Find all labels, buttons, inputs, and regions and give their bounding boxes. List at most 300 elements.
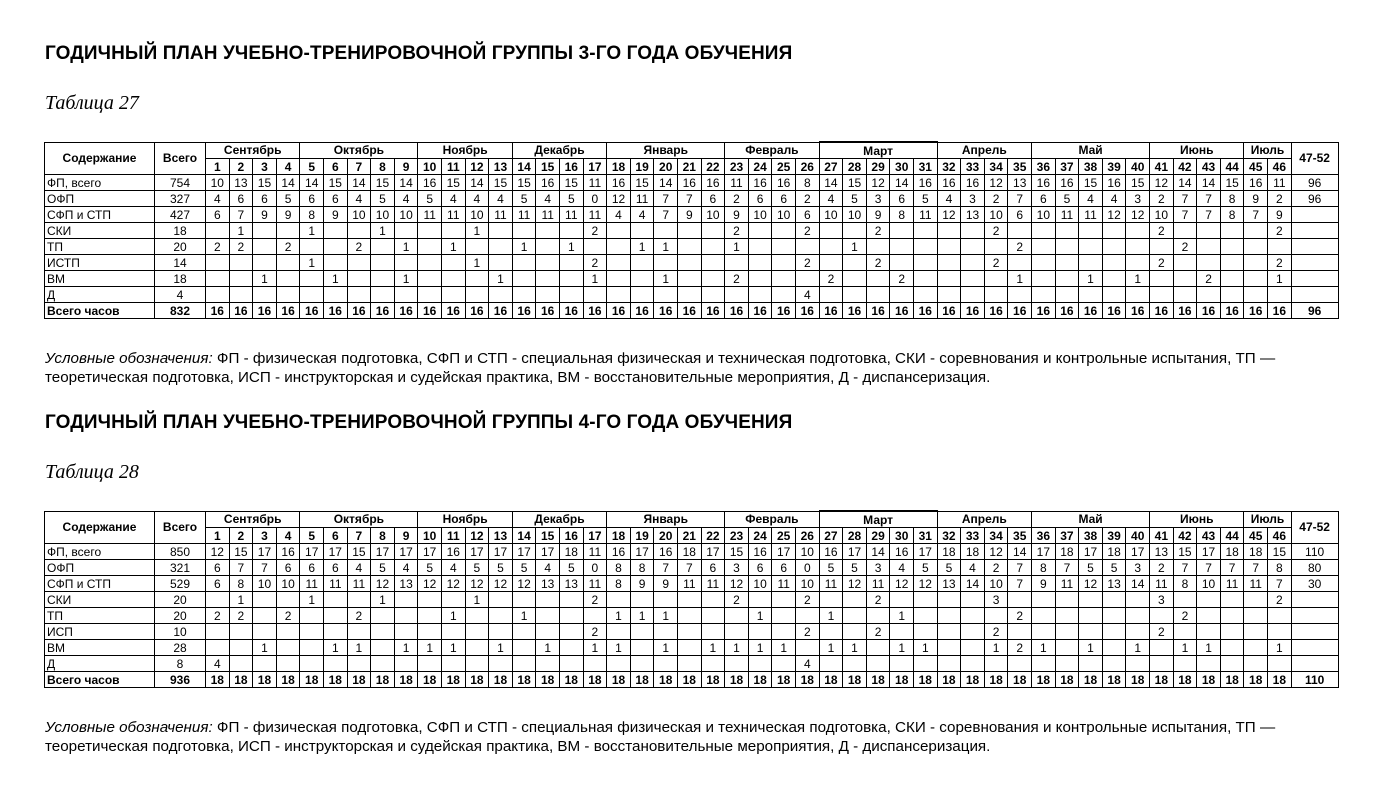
week-number: 29 <box>866 159 890 175</box>
week-cell <box>843 271 867 287</box>
week-cell: 17 <box>253 544 277 560</box>
week-cell: 16 <box>1102 175 1126 191</box>
week-cell: 18 <box>748 672 772 688</box>
week-number: 34 <box>984 159 1008 175</box>
week-cell: 11 <box>630 191 654 207</box>
week-cell: 17 <box>701 544 725 560</box>
week-cell <box>394 255 418 271</box>
week-cell: 7 <box>229 207 253 223</box>
week-cell: 9 <box>324 207 348 223</box>
week-number: 4 <box>276 159 300 175</box>
week-cell: 6 <box>253 191 277 207</box>
week-number: 2 <box>229 528 253 544</box>
week-cell <box>866 608 890 624</box>
week-cell: 18 <box>678 544 702 560</box>
week-number: 27 <box>819 528 843 544</box>
week-cell: 2 <box>1008 640 1032 656</box>
week-cell: 15 <box>324 175 348 191</box>
week-cell: 1 <box>324 271 348 287</box>
week-cell: 11 <box>1220 576 1244 592</box>
week-cell: 14 <box>961 576 985 592</box>
week-cell <box>961 239 985 255</box>
week-number: 28 <box>843 159 867 175</box>
week-cell <box>1220 640 1244 656</box>
weeks-47-52-cell <box>1291 271 1338 287</box>
legend-text: ФП - физическая подготовка, СФП и СТП - специальная физическая и техническая подготовка, СКИ - соревнования и контрольные испытания, ТП — теоретическая подготовка, ИСП - инструкторская и судейская практика, ВМ - восстановительные мероприятия, Д - диспансеризация. <box>45 350 1276 386</box>
week-cell: 1 <box>1032 640 1056 656</box>
week-cell: 2 <box>866 592 890 608</box>
week-cell: 2 <box>1268 592 1292 608</box>
week-cell: 2 <box>206 239 230 255</box>
week-cell: 1 <box>654 608 678 624</box>
week-cell <box>300 239 324 255</box>
week-cell <box>890 287 914 303</box>
weeks-47-52-cell <box>1291 608 1338 624</box>
week-cell <box>1008 592 1032 608</box>
week-cell: 11 <box>441 207 465 223</box>
week-cell <box>1220 223 1244 239</box>
week-number: 31 <box>914 159 938 175</box>
week-cell: 15 <box>630 175 654 191</box>
week-number: 23 <box>725 528 749 544</box>
week-cell: 2 <box>984 223 1008 239</box>
weeks-47-52-header: 47-52 <box>1291 142 1338 175</box>
week-number: 5 <box>300 528 324 544</box>
week-cell: 0 <box>583 560 607 576</box>
week-cell: 11 <box>1079 207 1103 223</box>
week-cell: 18 <box>1079 672 1103 688</box>
week-cell <box>276 640 300 656</box>
month-header: Июнь <box>1150 511 1244 528</box>
week-cell <box>253 255 277 271</box>
week-cell: 2 <box>1268 191 1292 207</box>
week-cell: 4 <box>465 191 489 207</box>
week-cell <box>465 271 489 287</box>
week-cell: 16 <box>512 303 536 319</box>
week-cell: 15 <box>725 544 749 560</box>
week-cell <box>607 592 631 608</box>
week-cell: 16 <box>1220 303 1244 319</box>
week-cell <box>654 592 678 608</box>
row-total: 20 <box>155 608 206 624</box>
week-cell <box>890 624 914 640</box>
table-row <box>45 175 1339 191</box>
week-cell: 6 <box>324 560 348 576</box>
week-cell <box>371 255 395 271</box>
week-cell: 18 <box>914 672 938 688</box>
week-number: 8 <box>371 159 395 175</box>
week-number: 45 <box>1244 528 1268 544</box>
week-cell: 9 <box>276 207 300 223</box>
week-number: 4 <box>276 528 300 544</box>
week-cell <box>772 239 796 255</box>
week-cell <box>1032 608 1056 624</box>
week-cell <box>1220 608 1244 624</box>
week-cell: 12 <box>984 175 1008 191</box>
week-cell <box>654 624 678 640</box>
week-cell: 1 <box>489 271 513 287</box>
section1-title: ГОДИЧНЫЙ ПЛАН УЧЕБНО-ТРЕНИРОВОЧНОЙ ГРУППЫ 3-ГО ГОДА ОБУЧЕНИЯ <box>45 43 793 64</box>
week-cell: 16 <box>607 303 631 319</box>
week-cell: 18 <box>536 672 560 688</box>
week-cell <box>630 255 654 271</box>
week-cell: 1 <box>984 640 1008 656</box>
week-cell <box>536 287 560 303</box>
week-cell <box>276 624 300 640</box>
week-cell <box>441 255 465 271</box>
week-cell <box>678 287 702 303</box>
week-cell: 5 <box>371 191 395 207</box>
week-cell <box>607 656 631 672</box>
row-label: Д <box>45 656 155 672</box>
week-cell: 12 <box>725 576 749 592</box>
week-cell: 18 <box>1102 672 1126 688</box>
table-row <box>45 223 1339 239</box>
week-cell: 10 <box>701 207 725 223</box>
week-cell: 10 <box>253 576 277 592</box>
week-cell <box>1055 640 1079 656</box>
week-cell: 1 <box>512 239 536 255</box>
week-cell: 18 <box>1268 672 1292 688</box>
week-cell: 1 <box>1079 640 1103 656</box>
week-cell: 12 <box>984 544 1008 560</box>
week-cell: 6 <box>300 191 324 207</box>
week-cell <box>1126 223 1150 239</box>
week-cell <box>253 608 277 624</box>
week-cell <box>1220 624 1244 640</box>
week-cell: 11 <box>1055 576 1079 592</box>
week-cell: 14 <box>890 175 914 191</box>
week-cell: 18 <box>984 672 1008 688</box>
week-cell: 15 <box>843 175 867 191</box>
week-cell <box>441 223 465 239</box>
week-cell <box>347 223 371 239</box>
week-cell: 18 <box>1197 672 1221 688</box>
week-cell <box>984 287 1008 303</box>
week-cell: 3 <box>1126 560 1150 576</box>
week-cell: 2 <box>866 255 890 271</box>
total-hours-row <box>45 672 1339 688</box>
week-cell: 6 <box>300 560 324 576</box>
week-cell <box>961 255 985 271</box>
week-cell: 18 <box>843 672 867 688</box>
week-cell: 7 <box>1244 207 1268 223</box>
week-cell <box>772 592 796 608</box>
week-cell: 18 <box>300 672 324 688</box>
week-cell: 1 <box>394 239 418 255</box>
week-cell: 11 <box>512 207 536 223</box>
week-cell <box>347 624 371 640</box>
week-cell <box>961 608 985 624</box>
week-cell <box>1268 656 1292 672</box>
week-cell: 15 <box>559 175 583 191</box>
week-cell <box>772 223 796 239</box>
week-cell: 1 <box>1008 271 1032 287</box>
week-cell: 4 <box>819 191 843 207</box>
week-cell: 17 <box>536 544 560 560</box>
week-cell <box>772 287 796 303</box>
row-total: 18 <box>155 271 206 287</box>
week-cell <box>630 271 654 287</box>
section2-legend <box>45 718 1335 756</box>
week-cell: 12 <box>441 576 465 592</box>
week-cell <box>630 624 654 640</box>
week-cell: 8 <box>607 560 631 576</box>
legend-lead: Условные обозначения: <box>45 719 213 736</box>
month-header: Декабрь <box>512 511 606 528</box>
week-cell <box>1220 656 1244 672</box>
row-label: ВМ <box>45 640 155 656</box>
week-cell: 13 <box>229 175 253 191</box>
table-row <box>45 287 1339 303</box>
week-cell: 2 <box>725 592 749 608</box>
week-cell: 16 <box>654 544 678 560</box>
week-number: 11 <box>441 159 465 175</box>
week-cell: 10 <box>465 207 489 223</box>
week-cell: 5 <box>1079 560 1103 576</box>
week-cell: 11 <box>1150 576 1174 592</box>
week-cell: 1 <box>630 239 654 255</box>
week-cell <box>1008 287 1032 303</box>
week-cell <box>701 239 725 255</box>
week-cell <box>914 223 938 239</box>
week-number: 30 <box>890 528 914 544</box>
week-cell <box>819 255 843 271</box>
week-cell <box>1197 223 1221 239</box>
week-cell <box>489 592 513 608</box>
week-cell: 18 <box>819 672 843 688</box>
week-cell <box>229 255 253 271</box>
week-cell: 16 <box>890 303 914 319</box>
week-cell: 2 <box>276 608 300 624</box>
week-cell: 17 <box>324 544 348 560</box>
week-cell: 16 <box>324 303 348 319</box>
month-header: Март <box>819 142 937 159</box>
week-cell: 18 <box>1126 672 1150 688</box>
week-cell: 9 <box>654 576 678 592</box>
week-cell <box>678 656 702 672</box>
week-cell: 1 <box>394 640 418 656</box>
week-cell <box>347 255 371 271</box>
week-cell: 1 <box>441 239 465 255</box>
week-cell: 16 <box>1268 303 1292 319</box>
row-label: ВМ <box>45 271 155 287</box>
week-cell: 18 <box>1055 544 1079 560</box>
week-cell: 2 <box>725 191 749 207</box>
week-cell: 2 <box>1173 239 1197 255</box>
week-cell: 2 <box>984 255 1008 271</box>
week-cell: 8 <box>229 576 253 592</box>
week-cell: 1 <box>819 640 843 656</box>
week-cell: 18 <box>607 672 631 688</box>
week-cell <box>536 608 560 624</box>
week-cell: 18 <box>795 672 819 688</box>
week-cell <box>1150 656 1174 672</box>
week-cell: 13 <box>961 207 985 223</box>
week-cell <box>843 592 867 608</box>
week-cell: 4 <box>206 656 230 672</box>
week-cell <box>347 656 371 672</box>
week-cell: 18 <box>937 544 961 560</box>
week-cell: 6 <box>324 191 348 207</box>
week-cell: 16 <box>253 303 277 319</box>
week-cell <box>371 271 395 287</box>
week-cell: 7 <box>1197 560 1221 576</box>
week-cell: 18 <box>253 672 277 688</box>
week-cell <box>961 223 985 239</box>
week-cell <box>1102 287 1126 303</box>
week-cell: 5 <box>843 560 867 576</box>
week-cell: 7 <box>1220 560 1244 576</box>
week-cell: 17 <box>1197 544 1221 560</box>
week-cell <box>1197 656 1221 672</box>
row-label: ОФП <box>45 191 155 207</box>
week-cell: 11 <box>772 576 796 592</box>
week-cell <box>418 255 442 271</box>
week-cell <box>512 287 536 303</box>
week-cell: 8 <box>630 560 654 576</box>
week-cell: 3 <box>984 592 1008 608</box>
month-header: Апрель <box>937 142 1031 159</box>
week-cell: 6 <box>701 191 725 207</box>
week-cell <box>914 271 938 287</box>
week-cell <box>1220 287 1244 303</box>
week-cell: 11 <box>583 207 607 223</box>
week-cell: 18 <box>371 672 395 688</box>
week-cell: 14 <box>866 544 890 560</box>
week-number: 25 <box>772 528 796 544</box>
week-cell <box>1079 255 1103 271</box>
week-cell <box>253 656 277 672</box>
week-cell: 6 <box>748 560 772 576</box>
week-cell <box>1197 255 1221 271</box>
week-cell: 16 <box>1008 303 1032 319</box>
month-header: Декабрь <box>512 142 606 159</box>
row-total: 321 <box>155 560 206 576</box>
week-number: 26 <box>795 159 819 175</box>
week-cell: 16 <box>725 303 749 319</box>
week-cell: 0 <box>795 560 819 576</box>
week-cell <box>347 287 371 303</box>
table-row <box>45 624 1339 640</box>
week-cell: 11 <box>819 576 843 592</box>
week-number: 14 <box>512 159 536 175</box>
week-cell <box>937 608 961 624</box>
week-cell <box>1173 592 1197 608</box>
week-cell <box>536 255 560 271</box>
week-cell: 18 <box>583 672 607 688</box>
week-number: 45 <box>1244 159 1268 175</box>
week-cell <box>206 624 230 640</box>
week-cell <box>772 608 796 624</box>
week-cell: 16 <box>1244 175 1268 191</box>
week-cell <box>324 592 348 608</box>
week-cell: 18 <box>489 672 513 688</box>
month-header: Май <box>1032 142 1150 159</box>
week-number: 14 <box>512 528 536 544</box>
week-cell: 16 <box>630 303 654 319</box>
week-cell <box>1244 592 1268 608</box>
week-cell: 6 <box>748 191 772 207</box>
week-cell: 4 <box>795 287 819 303</box>
week-cell: 18 <box>1055 672 1079 688</box>
week-cell <box>701 287 725 303</box>
week-cell: 1 <box>654 271 678 287</box>
week-cell: 16 <box>678 175 702 191</box>
week-cell: 8 <box>890 207 914 223</box>
week-cell <box>559 592 583 608</box>
week-cell <box>1079 656 1103 672</box>
week-cell <box>583 656 607 672</box>
week-cell <box>654 223 678 239</box>
header-row-months <box>45 511 1339 528</box>
week-cell: 10 <box>984 207 1008 223</box>
week-cell <box>1220 239 1244 255</box>
week-cell <box>229 656 253 672</box>
week-cell <box>890 592 914 608</box>
week-number: 9 <box>394 528 418 544</box>
week-number: 31 <box>914 528 938 544</box>
week-cell <box>1173 271 1197 287</box>
weeks-47-52-cell: 96 <box>1291 303 1338 319</box>
week-cell <box>1102 592 1126 608</box>
week-number: 28 <box>843 528 867 544</box>
week-cell: 10 <box>1150 207 1174 223</box>
week-cell: 17 <box>1126 544 1150 560</box>
table-row <box>45 544 1339 560</box>
week-number: 23 <box>725 159 749 175</box>
week-cell: 14 <box>1197 175 1221 191</box>
week-cell: 10 <box>843 207 867 223</box>
week-cell <box>418 592 442 608</box>
week-cell <box>607 271 631 287</box>
month-header: Октябрь <box>300 142 418 159</box>
week-cell <box>324 223 348 239</box>
week-cell: 18 <box>394 672 418 688</box>
week-cell <box>1126 624 1150 640</box>
week-cell: 12 <box>1126 207 1150 223</box>
week-cell: 5 <box>914 191 938 207</box>
week-cell <box>843 656 867 672</box>
week-cell: 1 <box>819 608 843 624</box>
week-cell <box>607 223 631 239</box>
week-number: 9 <box>394 159 418 175</box>
week-cell: 9 <box>725 207 749 223</box>
week-cell <box>1220 255 1244 271</box>
week-cell: 18 <box>701 672 725 688</box>
week-number: 3 <box>253 159 277 175</box>
week-cell <box>1055 624 1079 640</box>
weeks-47-52-cell: 110 <box>1291 544 1338 560</box>
week-cell: 18 <box>772 672 796 688</box>
week-cell <box>512 271 536 287</box>
week-cell <box>843 255 867 271</box>
week-cell: 5 <box>559 191 583 207</box>
week-cell: 13 <box>1008 175 1032 191</box>
week-cell: 14 <box>465 175 489 191</box>
week-cell <box>512 656 536 672</box>
week-number: 43 <box>1197 528 1221 544</box>
week-cell: 12 <box>1102 207 1126 223</box>
week-cell <box>512 223 536 239</box>
week-cell: 1 <box>725 640 749 656</box>
week-cell <box>701 255 725 271</box>
week-cell: 10 <box>276 576 300 592</box>
week-cell <box>1244 223 1268 239</box>
month-header: Июнь <box>1150 142 1244 159</box>
week-cell: 15 <box>1173 544 1197 560</box>
week-cell <box>371 640 395 656</box>
